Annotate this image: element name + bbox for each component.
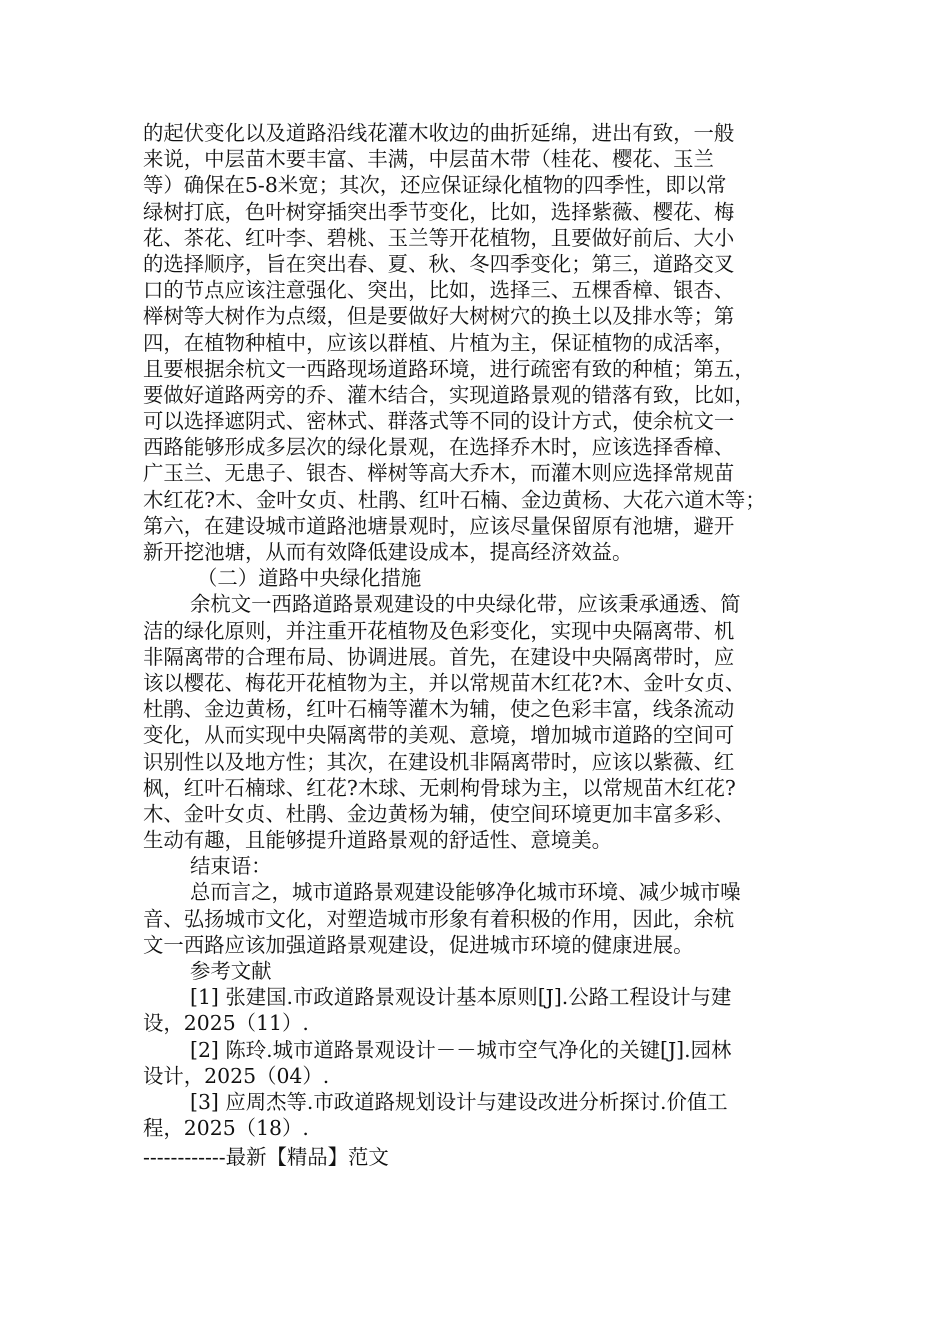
text-line: 木红花?木、金叶女贞、杜鹃、红叶石楠、金边黄杨、大花六道木等；	[143, 487, 766, 512]
text-line: [2] 陈玲.城市道路景观设计－－城市空气净化的关键[J].园林	[190, 1037, 732, 1062]
text-line: 第六，在建设城市道路池塘景观时，应该尽量保留原有池塘，避开	[143, 513, 735, 538]
text-line: 生动有趣，且能够提升道路景观的舒适性、意境美。	[143, 828, 612, 853]
text-line: 非隔离带的合理布局、协调进展。首先，在建设中央隔离带时，应	[143, 644, 735, 669]
text-line: 来说，中层苗木要丰富、丰满，中层苗木带（桂花、樱花、玉兰	[143, 147, 714, 172]
text-line: （二）道路中央绿化措施	[197, 566, 422, 591]
text-line: 四，在植物种植中，应该以群植、片植为主，保证植物的成活率，	[143, 330, 735, 355]
text-line: 要做好道路两旁的乔、灌木结合，实现道路景观的错落有致，比如，	[143, 382, 755, 407]
text-line: 结束语：	[190, 854, 272, 879]
text-line: 余杭文一西路道路景观建设的中央绿化带，应该秉承通透、简	[190, 592, 741, 617]
text-line: 且要根据余杭文一西路现场道路环境，进行疏密有致的种植；第五，	[143, 356, 755, 381]
text-line: 总而言之，城市道路景观建设能够净化城市环境、减少城市噪	[190, 880, 741, 905]
text-line: 文一西路应该加强道路景观建设，促进城市环境的健康进展。	[143, 932, 694, 957]
text-line: 榉树等大树作为点缀，但是要做好大树树穴的换土以及排水等；第	[143, 304, 735, 329]
text-line: 设计，2025（04）.	[143, 1063, 330, 1088]
text-line: 参考文献	[190, 959, 272, 983]
text-line: 的起伏变化以及道路沿线花灌木收边的曲折延绵，进出有致，一般	[143, 121, 735, 145]
text-line: 花、茶花、红叶李、碧桃、玉兰等开花植物，且要做好前后、大小	[143, 225, 735, 250]
text-line: 杜鹃、金边黄杨，红叶石楠等灌木为辅，使之色彩丰富，线条流动	[143, 697, 735, 722]
text-line: 新开挖池塘，从而有效降低建设成本，提高经济效益。	[143, 540, 633, 564]
text-line: 绿树打底，色叶树穿插突出季节变化，比如，选择紫薇、樱花、梅	[143, 199, 735, 224]
footer-label: ------------最新【精品】范文	[143, 1145, 389, 1169]
text-line: 识别性以及地方性；其次，在建设机非隔离带时，应该以紫薇、红	[143, 749, 735, 774]
body-text	[143, 120, 815, 1141]
text-line: 西路能够形成多层次的绿化景观，在选择乔木时，应该选择香樟、	[143, 435, 735, 460]
text-line: 程，2025（18）.	[143, 1116, 309, 1141]
text-line: 音、弘扬城市文化，对塑造城市形象有着积极的作用，因此，余杭	[143, 906, 735, 931]
text-line: [1] 张建国.市政道路景观设计基本原则[J].公路工程设计与建	[190, 985, 732, 1010]
text-line: 设，2025（11）.	[143, 1011, 309, 1036]
text-line: 广玉兰、无患子、银杏、榉树等高大乔木，而灌木则应选择常规苗	[143, 461, 735, 486]
text-line: 等）确保在5-8米宽；其次，还应保证绿化植物的四季性，即以常	[143, 173, 727, 198]
text-line: 该以樱花、梅花开花植物为主，并以常规苗木红花?木、金叶女贞、	[143, 670, 746, 695]
text-line: 变化，从而实现中央隔离带的美观、意境，增加城市道路的空间可	[143, 723, 735, 748]
text-line: 口的节点应该注意强化、突出，比如，选择三、五棵香樟、银杏、	[143, 278, 735, 303]
text-line: [3] 应周杰等.市政道路规划设计与建设改进分析探讨.价值工	[190, 1089, 728, 1114]
text-line: 可以选择遮阴式、密林式、群落式等不同的设计方式，使余杭文一	[143, 409, 735, 434]
text-line: 洁的绿化原则，并注重开花植物及色彩变化，实现中央隔离带、机	[143, 618, 735, 643]
text-line: 木、金叶女贞、杜鹃、金边黄杨为辅，使空间环境更加丰富多彩、	[143, 801, 735, 826]
text-line: 的选择顺序，旨在突出春、夏、秋、冬四季变化；第三，道路交叉	[143, 251, 735, 276]
text-line: 枫，红叶石楠球、红花?木球、无刺枸骨球为主，以常规苗木红花?	[143, 775, 736, 800]
